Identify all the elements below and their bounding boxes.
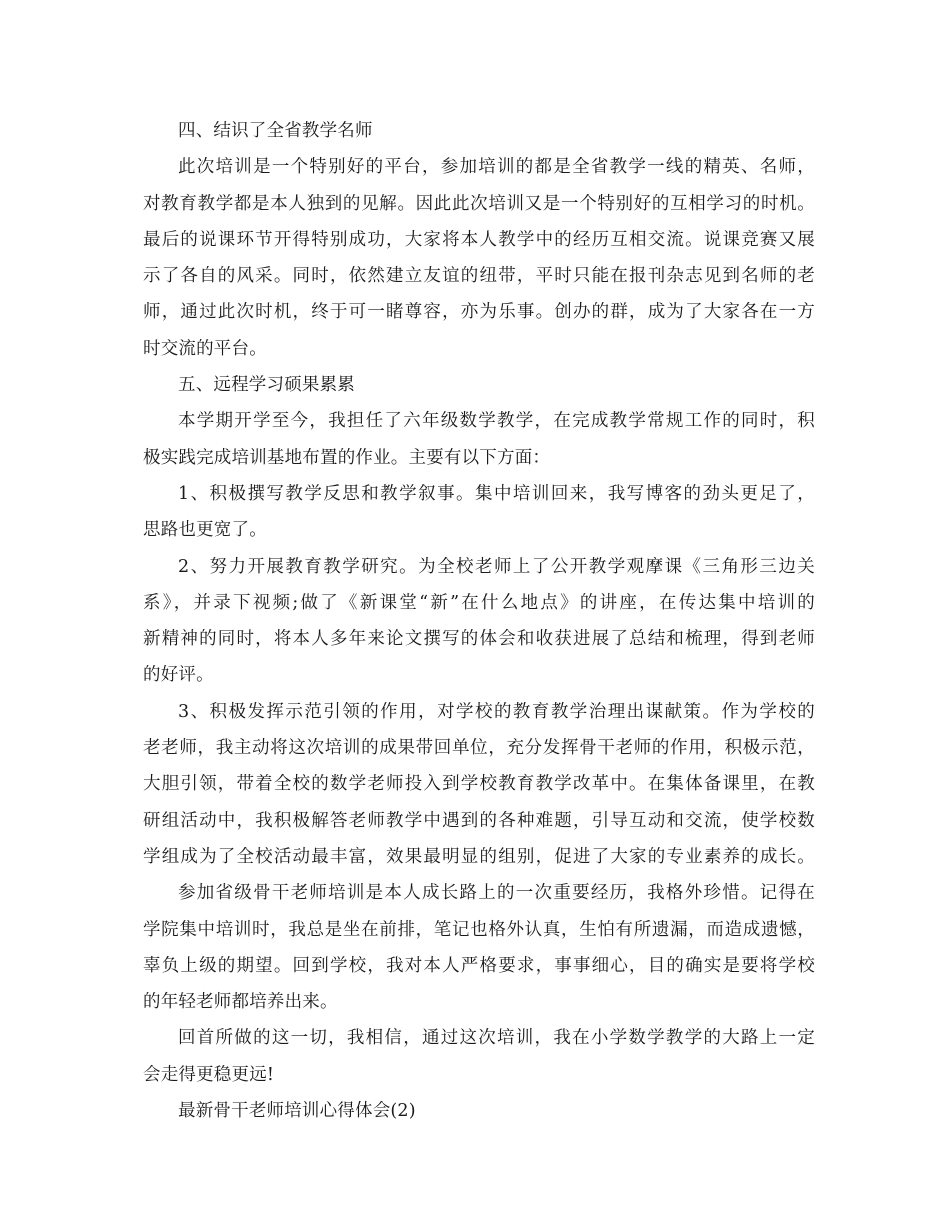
text-line: 示了各自的风采。同时，依然建立友谊的纽带，平时只能在报刊杂志见到名师的老 xyxy=(143,266,815,287)
text-line: 3、积极发挥示范引领的作用，对学校的教育教学治理出谋献策。作为学校的 xyxy=(178,701,815,722)
text-line: 学院集中培训时，我总是坐在前排，笔记也格外认真，生怕有所遗漏，而造成遗憾， xyxy=(143,919,815,940)
next-article-title: 最新骨干老师培训心得体会(2) xyxy=(178,1101,416,1122)
document-body xyxy=(143,113,815,1129)
text-line: 2、努力开展教育教学研究。为全校老师上了公开教学观摩课《三角形三边关 xyxy=(178,556,815,577)
text-line: 的好评。 xyxy=(143,665,214,686)
text-line: 研组活动中，我积极解答老师教学中遇到的各种难题，引导互动和交流，使学校数 xyxy=(143,810,815,831)
section-heading: 五、远程学习硕果累累 xyxy=(178,375,355,396)
text-line: 极实践完成培训基地布置的作业。主要有以下方面： xyxy=(143,447,551,468)
text-line: 新精神的同时，将本人多年来论文撰写的体会和收获进展了总结和梳理，得到老师 xyxy=(143,629,815,650)
text-line: 时交流的平台。 xyxy=(143,338,267,359)
text-line: 辜负上级的期望。回到学校，我对本人严格要求，事事细心，目的确实是要将学校 xyxy=(143,955,815,976)
text-line: 回首所做的这一切，我相信，通过这次培训，我在小学数学教学的大路上一定 xyxy=(178,1028,815,1049)
text-line: 1、积极撰写教学反思和教学叙事。集中培训回来，我写博客的劲头更足了， xyxy=(178,483,815,504)
text-line: 学组成为了全校活动最丰富，效果最明显的组别，促进了大家的专业素养的成长。 xyxy=(143,846,815,867)
text-line: 参加省级骨干老师培训是本人成长路上的一次重要经历，我格外珍惜。记得在 xyxy=(178,883,815,904)
text-line: 此次培训是一个特别好的平台，参加培训的都是全省教学一线的精英、名师， xyxy=(178,157,815,178)
text-line: 老老师，我主动将这次培训的成果带回单位，充分发挥骨干老师的作用，积极示范， xyxy=(143,738,815,759)
text-line: 的年轻老师都培养出来。 xyxy=(143,992,338,1013)
text-line: 系》，并录下视频;做了《新课堂“新”在什么地点》的讲座，在传达集中培训的 xyxy=(143,592,815,613)
text-line: 会走得更稳更远! xyxy=(143,1064,275,1085)
text-line: 师，通过此次时机，终于可一睹尊容，亦为乐事。创办的群，成为了大家各在一方 xyxy=(143,302,815,323)
text-line: 本学期开学至今，我担任了六年级数学教学，在完成教学常规工作的同时，积 xyxy=(178,411,815,432)
text-line: 大胆引领，带着全校的数学老师投入到学校教育教学改革中。在集体备课里，在教 xyxy=(143,774,815,795)
text-line: 最后的说课环节开得特别成功，大家将本人教学中的经历互相交流。说课竞赛又展 xyxy=(143,229,815,250)
text-line: 思路也更宽了。 xyxy=(143,520,267,541)
text-line: 对教育教学都是本人独到的见解。因此此次培训又是一个特别好的互相学习的时机。 xyxy=(143,193,815,214)
section-heading: 四、结识了全省教学名师 xyxy=(178,121,373,141)
